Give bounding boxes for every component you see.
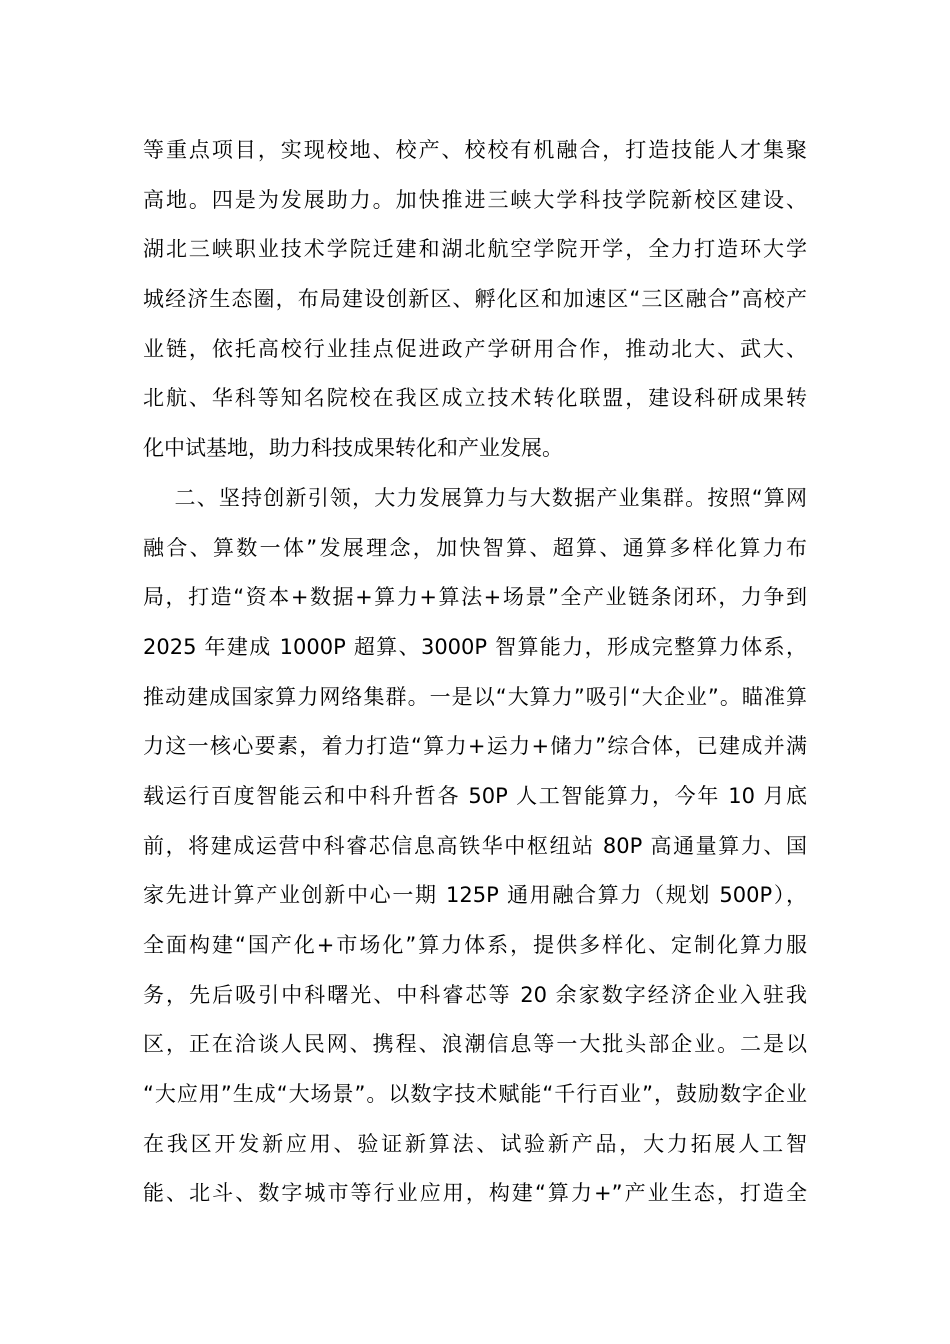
text-line: 二、坚持创新引领，大力发展算力与大数据产业集群。按照“算网 <box>143 485 807 510</box>
text-line: 业链，依托高校行业挂点促进政产学研用合作，推动北大、武大、 <box>143 336 807 361</box>
text-line: 全面构建“国产化+市场化”算力体系，提供多样化、定制化算力服 <box>143 933 807 957</box>
text-line: 推动建成国家算力网络集群。一是以“大算力”吸引“大企业”。瞄准算 <box>143 684 807 709</box>
text-line: 2025 年建成 1000P 超算、3000P 智算能力，形成完整算力体系， <box>143 634 807 659</box>
text-line: 高地。四是为发展助力。加快推进三峡大学科技学院新校区建设、 <box>143 187 807 212</box>
text-line: 区，正在洽谈人民网、携程、浪潮信息等一大批头部企业。二是以 <box>143 1032 807 1057</box>
text-line: 前，将建成运营中科睿芯信息高铁华中枢纽站 80P 高通量算力、国 <box>143 833 807 858</box>
text-line: 载运行百度智能云和中科升哲各 50P 人工智能算力，今年 10 月底 <box>143 783 807 808</box>
text-line: 融合、算数一体”发展理念，加快智算、超算、通算多样化算力布 <box>143 535 807 560</box>
text-line: 家先进计算产业创新中心一期 125P 通用融合算力（规划 500P）， <box>143 883 807 908</box>
text-line: 务，先后吸引中科曙光、中科睿芯等 20 余家数字经济企业入驻我 <box>143 982 807 1007</box>
text-line: 力这一核心要素，着力打造“算力+运力+储力”综合体，已建成并满 <box>143 734 807 759</box>
text-line: 城经济生态圈，布局建设创新区、孵化区和加速区“三区融合”高校产 <box>143 287 807 312</box>
text-line: 湖北三峡职业技术学院迁建和湖北航空学院开学，全力打造环大学 <box>143 237 807 262</box>
text-line: 等重点项目，实现校地、校产、校校有机融合，打造技能人才集聚 <box>143 138 807 162</box>
text-line: 在我区开发新应用、验证新算法、试验新产品，大力拓展人工智 <box>143 1131 807 1156</box>
text-line: 化中试基地，助力科技成果转化和产业发展。 <box>143 436 563 461</box>
text-line: 局，打造“资本+数据+算力+算法+场景”全产业链条闭环，力争到 <box>143 585 807 610</box>
text-line: “大应用”生成“大场景”。以数字技术赋能“千行百业”，鼓励数字企业 <box>143 1082 807 1107</box>
text-line: 北航、华科等知名院校在我区成立技术转化联盟，建设科研成果转 <box>143 386 807 411</box>
text-line: 能、北斗、数字城市等行业应用，构建“算力+”产业生态，打造全 <box>143 1181 807 1206</box>
document-body <box>143 126 807 1219</box>
